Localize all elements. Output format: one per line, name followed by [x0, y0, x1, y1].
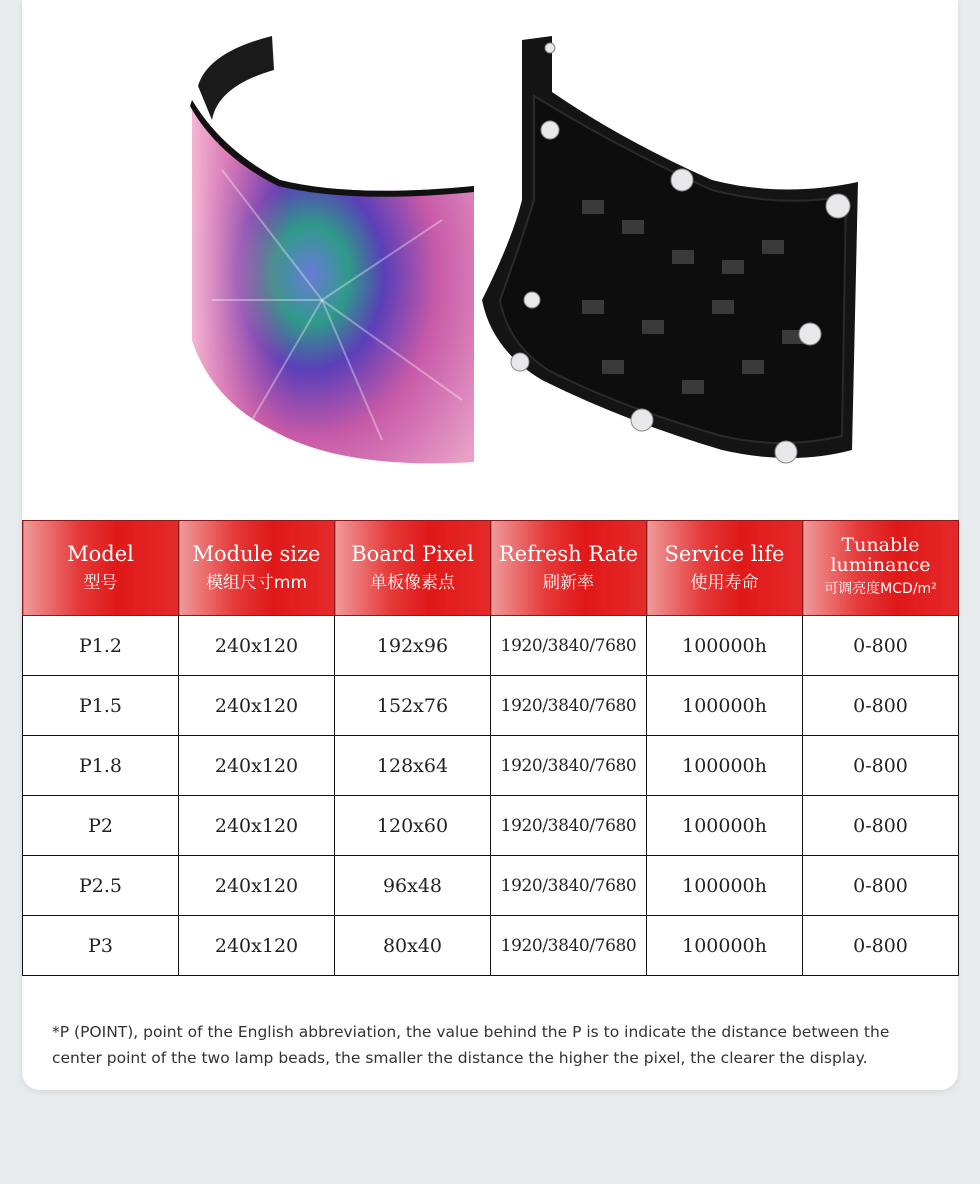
- cell-refresh-rate: 1920/3840/7680: [491, 736, 647, 796]
- cell-refresh-rate: 1920/3840/7680: [491, 916, 647, 976]
- table-body: [23, 616, 959, 976]
- cell-board-pixel: 128x64: [335, 736, 491, 796]
- cell-luminance: 0-800: [803, 916, 959, 976]
- header-model: Model 型号: [23, 521, 179, 616]
- cell-service-life: 100000h: [647, 736, 803, 796]
- cell-service-life: 100000h: [647, 916, 803, 976]
- table-row: [23, 916, 959, 976]
- cell-luminance: 0-800: [803, 676, 959, 736]
- table-row: [23, 796, 959, 856]
- table-header: [23, 521, 959, 616]
- back-pcb-panel: [482, 36, 858, 463]
- cell-board-pixel: 192x96: [335, 616, 491, 676]
- header-refresh-rate: Refresh Rate 刷新率: [491, 521, 647, 616]
- pixel-pitch-footnote: *P (POINT), point of the English abbreviation, the value behind the P is to indicate the distance between the center point of the two lamp beads, the smaller the distance the higher the pixel, the clearer the display.: [52, 1022, 890, 1067]
- cell-luminance: 0-800: [803, 616, 959, 676]
- cell-board-pixel: 120x60: [335, 796, 491, 856]
- cell-refresh-rate: 1920/3840/7680: [491, 796, 647, 856]
- specification-table: [22, 520, 959, 976]
- cell-service-life: 100000h: [647, 676, 803, 736]
- cell-model: P3: [23, 916, 179, 976]
- cell-module-size: 240x120: [179, 796, 335, 856]
- cell-module-size: 240x120: [179, 736, 335, 796]
- cell-model: P1.8: [23, 736, 179, 796]
- front-led-panel: [190, 36, 474, 463]
- cell-service-life: 100000h: [647, 616, 803, 676]
- cell-refresh-rate: 1920/3840/7680: [491, 856, 647, 916]
- header-service-life: Service life 使用寿命: [647, 521, 803, 616]
- cell-luminance: 0-800: [803, 796, 959, 856]
- product-photo: [22, 0, 958, 515]
- table-row: [23, 856, 959, 916]
- table-row: [23, 616, 959, 676]
- cell-luminance: 0-800: [803, 856, 959, 916]
- header-board-pixel: Board Pixel 单板像素点: [335, 521, 491, 616]
- cell-luminance: 0-800: [803, 736, 959, 796]
- cell-module-size: 240x120: [179, 856, 335, 916]
- cell-board-pixel: 152x76: [335, 676, 491, 736]
- table-row: [23, 736, 959, 796]
- cell-service-life: 100000h: [647, 856, 803, 916]
- cell-model: P2: [23, 796, 179, 856]
- cell-refresh-rate: 1920/3840/7680: [491, 616, 647, 676]
- header-luminance: Tunable luminance 可调亮度MCD/m²: [803, 521, 959, 616]
- table-row: [23, 676, 959, 736]
- cell-board-pixel: 80x40: [335, 916, 491, 976]
- header-module-size: Module size 模组尺寸mm: [179, 521, 335, 616]
- cell-service-life: 100000h: [647, 796, 803, 856]
- cell-refresh-rate: 1920/3840/7680: [491, 676, 647, 736]
- cell-module-size: 240x120: [179, 676, 335, 736]
- cell-module-size: 240x120: [179, 916, 335, 976]
- cell-board-pixel: 96x48: [335, 856, 491, 916]
- cell-model: P1.2: [23, 616, 179, 676]
- cell-module-size: 240x120: [179, 616, 335, 676]
- cell-model: P2.5: [23, 856, 179, 916]
- cell-model: P1.5: [23, 676, 179, 736]
